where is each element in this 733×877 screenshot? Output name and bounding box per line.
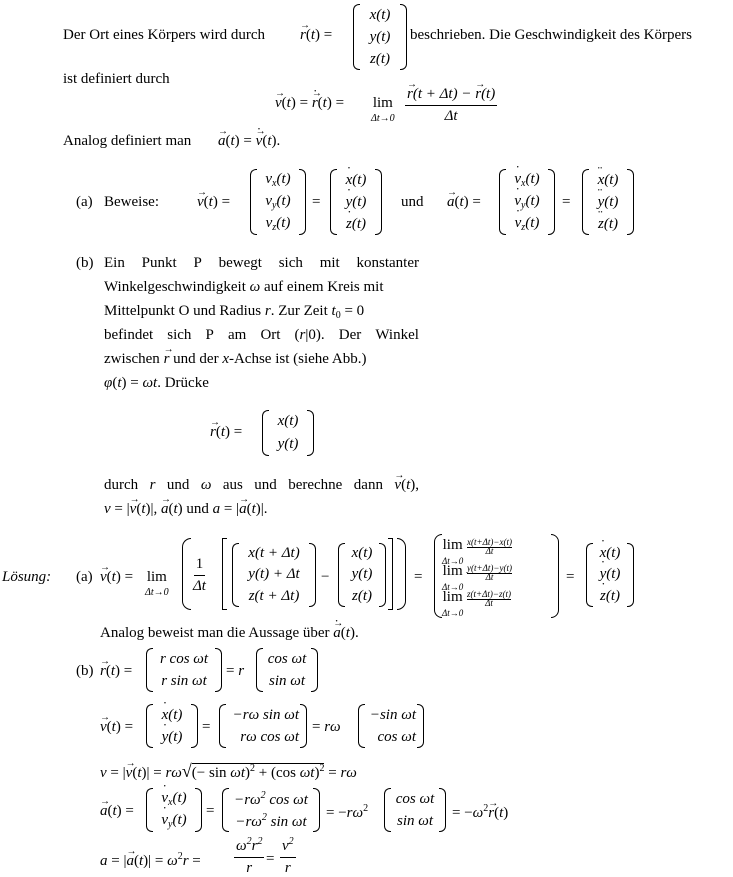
solution-dot-vector: ˙ x(t) ˙ y(t) ˙ z(t) — [594, 543, 626, 607]
task-a-v-lhs: → v(t) = — [197, 195, 230, 210]
equals-sign: = — [562, 194, 571, 210]
task-b-line2: Winkelgeschwindigkeit ω auf einem Kreis mit — [104, 279, 384, 295]
task-b-line3: Mittelpunkt O und Radius r. Zur Zeit $t_0 = 0$ — [104, 303, 365, 321]
limit-dt-to-0: lim Δt→0 — [371, 95, 395, 124]
task-b-line7: durch r und ω aus und berechne dann → v(t), — [104, 478, 419, 493]
sol-b-r-vector: r cos ωt r sin ωt — [154, 648, 214, 692]
equals-sign: = — [202, 719, 211, 735]
sol-b-v-eq: = rω — [312, 719, 341, 735]
solution-limit: lim Δt→0 — [145, 569, 169, 598]
task-b-line5: zwischen → r und der x-Achse ist (siehe Abb.) — [104, 352, 366, 367]
velocity-definition-lhs: → v(t) = ˙ → r(t) = — [275, 96, 344, 111]
limit-row-y: lim Δt→0 y(t+Δt)−y(t) Δt — [442, 563, 512, 592]
task-b-r-lhs: → r(t) = — [210, 425, 242, 440]
intro-line2-text: ist definiert durch — [63, 71, 170, 87]
task-b-line8: v = |→ v(t)|, → a(t) und a = |→ a(t)|. — [104, 502, 268, 517]
limit-row-z: lim Δt→0 z(t+Δt)−z(t) Δt — [442, 589, 511, 618]
sol-b-speed: v = |→ $v(t)| = r\omega√(- \sin \omega t)^2 + (\cos$ ωt)$^2$ = rω — [100, 762, 357, 781]
solution-a-label: (a) — [76, 569, 93, 585]
acceleration-ddot-vector: ¨ x(t) ¨ y(t) ¨ z(t) — [590, 169, 626, 235]
task-b-line6: φ(t) = ωt. Drücke — [104, 375, 209, 391]
position-vector-solution: x(t) y(t) z(t) — [346, 543, 378, 607]
solution-a-lhs: → v(t) = — [100, 570, 133, 585]
task-b-position-vector: x(t) y(t) — [270, 410, 306, 456]
acceleration-definition: → a(t) = ˙ → v(t). — [218, 134, 280, 149]
sol-b-v-lhs: → v(t) = — [100, 720, 133, 735]
big-paren-right — [397, 538, 406, 610]
sol-b-v-unit: −sin ωt cos ωt — [366, 704, 416, 748]
task-a-und: und — [401, 194, 424, 210]
shifted-position-vector: x(t + Δt) y(t) + Δt z(t + Δt) — [240, 543, 308, 607]
sol-b-a-unit: cos ωt sin ωt — [392, 788, 438, 832]
intro-analog-text: Analog definiert man — [63, 133, 192, 149]
solution-analog: Analog beweist man die Aussage über ˙ → a(t). — [100, 626, 359, 641]
one-over-dt: $\frac{1}{\Delta t}$ — [193, 556, 206, 594]
sol-b-frac-1: $\frac{\omega^2r^2}{r}$ — [236, 836, 263, 876]
task-a-a-lhs: → a(t) = — [447, 195, 481, 210]
sol-b-unit-vector: cos ωt sin ωt — [264, 648, 310, 692]
equals-sign: = — [414, 569, 423, 585]
sol-b-a-lhs: → a(t) = — [100, 804, 134, 819]
sol-b-v-vector: −rω sin ωt rω cos ωt — [227, 704, 299, 748]
velocity-components-vector: $v_x(t)$ $v_y(t)$ $v_z(t)$ — [258, 169, 298, 235]
r-of-t-label: → r(t) = — [300, 28, 332, 43]
equals-sign: = — [266, 851, 275, 867]
limit-row-x: lim Δt→0 x(t+Δt)−x(t) Δt — [442, 537, 512, 566]
task-b-label: (b) — [76, 255, 94, 271]
minus-sign: − — [321, 569, 330, 585]
equals-sign: = — [566, 569, 575, 585]
sol-b-a-magnitude: a = |→ $a(t)| = \omega^2r$ = — [100, 852, 201, 869]
task-b-line1: Ein Punkt P bewegt sich mit konstanter — [104, 255, 419, 271]
equals-sign: = — [312, 194, 321, 210]
big-paren-left — [182, 538, 191, 610]
intro-line1-text: Der Ort eines Körpers wird durch — [63, 27, 266, 43]
position-vector-xyz: x(t) y(t) z(t) — [361, 4, 399, 70]
sol-b-a-result: = $-\omega^2\to r(t)$ — [452, 804, 508, 821]
sol-b-r-eq: = r — [226, 663, 245, 679]
task-a-word: Beweise: — [104, 194, 159, 210]
sol-b-v-dot-vector: ˙ x(t) ˙ y(t) — [154, 704, 190, 748]
square-bracket-right — [388, 538, 393, 610]
task-b-line4: befindet sich P am Ort (r|0). Der Winkel — [104, 327, 419, 343]
sol-b-a-eq: = $-r\omega^2$ — [326, 803, 369, 821]
sol-b-a-vector: $-r\omega^2$ cos ωt $-r\omega^2$ sin ωt — [230, 788, 312, 832]
task-a-label: (a) — [76, 194, 93, 210]
limits-paren-left — [434, 534, 442, 618]
limits-paren-right — [551, 534, 559, 618]
sol-b-a-dot-vector: ˙ $v_x(t)$ ˙ $v_y(t)$ — [154, 788, 194, 832]
solution-b-label: (b) — [76, 663, 94, 679]
intro-line1-text-b: beschrieben. Die Geschwindigkeit des Körpers — [410, 27, 692, 43]
acceleration-dot-vector: ˙ $v_x(t)$ ˙ $v_y(t)$ ˙ $v_z(t)$ — [507, 169, 547, 235]
difference-quotient: → $\frac{r(t + \Delta t) - \to r(t)}{\Delta t}$ — [405, 86, 497, 125]
sol-b-r-lhs: → r(t) = — [100, 664, 132, 679]
velocity-dot-vector: ˙ x(t) ˙ y(t) ˙ z(t) — [338, 169, 374, 235]
equals-sign: = — [206, 803, 215, 819]
sol-b-frac-2: $\frac{v^2}{r}$ — [282, 836, 294, 876]
square-bracket-left — [222, 538, 227, 610]
solution-label: Lösung: — [2, 569, 52, 585]
